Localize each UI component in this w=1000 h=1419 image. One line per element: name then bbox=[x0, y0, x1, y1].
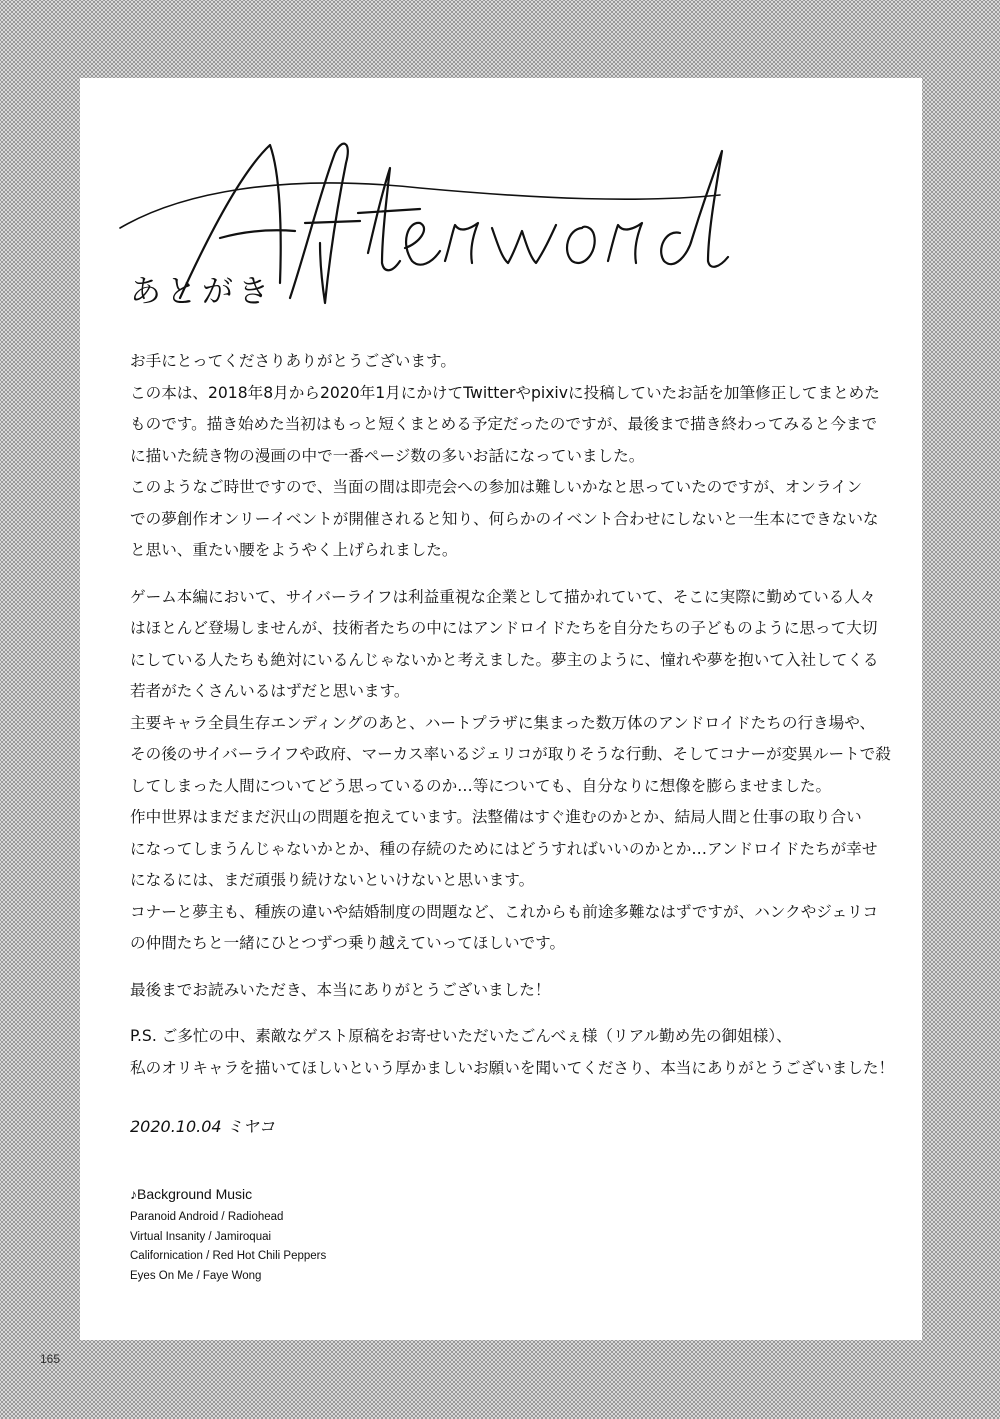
text-line: その後のサイバーライフや政府、マーカス率いるジェリコが取りそうな行動、そしてコナーが変異ルートで殺 bbox=[130, 745, 891, 763]
paragraph-thanks bbox=[130, 975, 875, 1007]
text-line: してしまった人間についてどう思っているのか…等についても、自分なりに想像を膨らませました。 bbox=[130, 776, 832, 795]
text-line: 主要キャラ全員生存エンディングのあと、ハートプラザに集まった数万体のアンドロイドたちの行き場や、 bbox=[130, 713, 876, 732]
text-line: になってしまうんじゃないかとか、種の存続のためにはどうすればいいのかとか…アンドロイドたちが幸せ bbox=[130, 839, 878, 858]
background-music-list bbox=[130, 1186, 326, 1286]
paragraph-intro bbox=[130, 346, 880, 567]
music-heading: ♪Background Music bbox=[130, 1186, 253, 1202]
paragraph-story bbox=[130, 582, 891, 960]
signature-date: 2020.10.04 ミヤコ bbox=[130, 1117, 275, 1136]
music-track: Paranoid Android / Radiohead bbox=[130, 1211, 284, 1223]
text-line: の仲間たちと一緒にひとつずつ乗り越えていってほしいです。 bbox=[130, 934, 566, 952]
page-number: 165 bbox=[40, 1352, 61, 1366]
music-track: Eyes On Me / Faye Wong bbox=[130, 1269, 262, 1282]
text-line: での夢創作オンリーイベントが開催されると知り、何らかのイベント合わせにしないと一生本にできないな bbox=[130, 509, 879, 528]
text-line: 若者がたくさんいるはずだと思います。 bbox=[130, 682, 410, 700]
afterword-body bbox=[130, 346, 895, 1084]
text-line: はほとんど登場しませんが、技術者たちの中にはアンドロイドたちを自分たちの子どものように思って大切 bbox=[130, 619, 878, 637]
text-line: になるには、まだ頑張り続けないといけないと思います。 bbox=[130, 871, 535, 889]
paragraph-gap bbox=[130, 960, 875, 975]
text-line: 作中世界はまだまだ沢山の問題を抱えています。法整備はすぐ進むのかとか、結局人間と仕事の取り合い bbox=[130, 808, 862, 826]
text-line: に描いた続き物の漫画の中で一番ページ数の多いお話になっていました。 bbox=[130, 446, 645, 465]
text-line: コナーと夢主も、種族の違いや結婚制度の問題など、これからも前途多難なはずですが、ハンクやジェリコ bbox=[130, 902, 879, 921]
music-track: Virtual Insanity / Jamiroquai bbox=[130, 1230, 272, 1243]
paragraph-ps bbox=[130, 1021, 895, 1084]
page-panel bbox=[80, 78, 922, 1340]
text-line: P.S. ご多忙の中、素敵なゲスト原稿をお寄せいただいたごんべぇ様（リアル勤め先の御姐様）、 bbox=[130, 1027, 792, 1045]
text-line: にしている人たちも絶対にいるんじゃないかと考えました。夢主のように、憧れや夢を抱いて入社してくる bbox=[130, 650, 879, 669]
text-line: お手にとってくださりありがとうございます。 bbox=[130, 352, 456, 370]
text-line: ものです。描き始めた当初はもっと短くまとめる予定だったのですが、最後まで描き終わってみると今まで bbox=[130, 415, 878, 433]
text-line: ゲーム本編において、サイバーライフは利益重視な企業として描かれていて、そこに実際に勤めている人々 bbox=[130, 587, 876, 606]
text-line: このようなご時世ですので、当面の間は即売会への参加は難しいかなと思っていたのですが、オンライン bbox=[130, 478, 863, 496]
paragraph-gap bbox=[130, 1006, 875, 1021]
text-line: 最後までお読みいただき、本当にありがとうございました！ bbox=[130, 980, 551, 999]
page-subtitle: あとがき bbox=[130, 274, 274, 310]
text-line: と思い、重たい腰をようやく上げられました。 bbox=[130, 541, 458, 559]
music-track: Californication / Red Hot Chili Peppers bbox=[130, 1250, 327, 1262]
text-line: この本は、2018年8月から2020年1月にかけてTwitterやpixivに投稿していたお話を加筆修正してまとめた bbox=[130, 383, 880, 402]
paragraph-gap bbox=[130, 567, 875, 582]
text-line: 私のオリキャラを描いてほしいという厚かましいお願いを聞いてくださり、本当にありがとうございました！ bbox=[130, 1058, 895, 1077]
